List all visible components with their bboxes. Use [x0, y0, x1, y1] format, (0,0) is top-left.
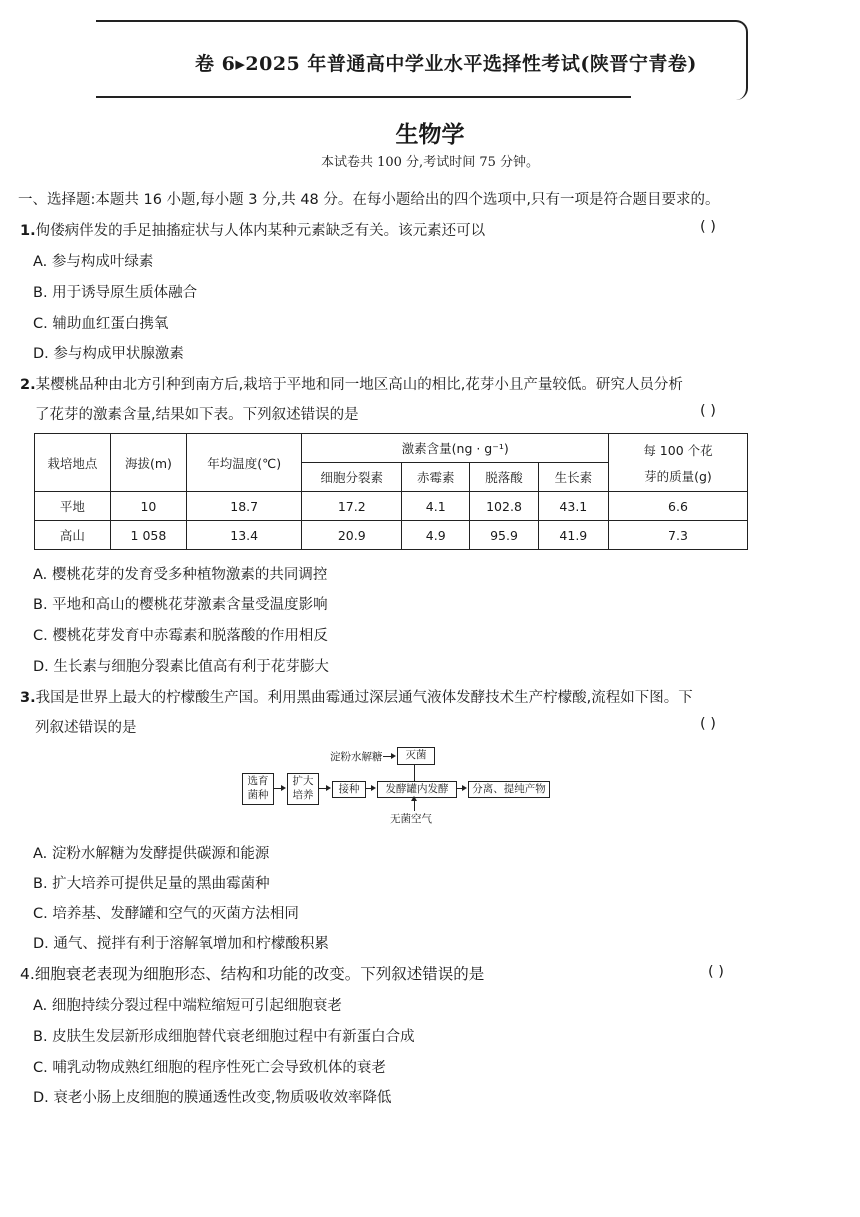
arrow-right-icon	[462, 785, 467, 791]
header-gibberellin: 赤霉素	[402, 463, 470, 492]
table-cell: 20.9	[302, 521, 402, 550]
fermenter-box: 发酵罐内发酵	[377, 781, 457, 798]
table-cell: 7.3	[608, 521, 747, 550]
header-altitude: 海拔(m)	[110, 434, 186, 492]
box-text: 培养	[292, 789, 314, 801]
header-temperature: 年均温度(℃)	[186, 434, 301, 492]
header-hormone: 激素含量(ng · g⁻¹)	[302, 434, 609, 463]
header-site: 栽培地点	[35, 434, 111, 492]
arrow-right-icon	[281, 785, 286, 791]
arrow-right-icon	[391, 753, 396, 759]
question-number: 4.	[20, 965, 35, 983]
option-a: A. 参与构成叶绿素	[33, 254, 154, 270]
question-text: 细胞衰老表现为细胞形态、结构和功能的改变。下列叙述错误的是	[34, 965, 485, 983]
header-mass-line2: 芽的质量(g)	[644, 468, 712, 484]
table-cell: 43.1	[538, 492, 608, 521]
answer-bracket: ( )	[700, 716, 716, 732]
table-cell: 1 058	[110, 521, 186, 550]
table-cell: 6.6	[608, 492, 747, 521]
starch-hydrolysate-label: 淀粉水解糖	[330, 751, 383, 763]
question-number: 2.	[20, 377, 36, 393]
table-cell: 平地	[35, 492, 111, 521]
box-text: 选育	[247, 775, 269, 787]
option-d: D. 生长素与细胞分裂素比值高有利于花芽膨大	[33, 659, 329, 675]
table-cell: 4.1	[402, 492, 470, 521]
option-d: D. 通气、搅拌有利于溶解氧增加和柠檬酸积累	[33, 936, 329, 952]
question-3-stem	[20, 686, 693, 707]
question-number: 3.	[20, 690, 36, 706]
box-text: 菌种	[247, 789, 269, 801]
question-1-stem	[20, 219, 485, 240]
box-text: 扩大	[292, 775, 314, 787]
strain-selection-box	[242, 773, 274, 805]
arrow-right-icon	[326, 785, 331, 791]
option-c: C. 哺乳动物成熟红细胞的程序性死亡会导致机体的衰老	[33, 1060, 386, 1076]
option-d: D. 参与构成甲状腺激素	[33, 346, 184, 362]
option-b: B. 平地和高山的樱桃花芽激素含量受温度影响	[33, 597, 328, 613]
option-b: B. 皮肤生发层新形成细胞替代衰老细胞过程中有新蛋白合成	[33, 1029, 415, 1045]
sterile-air-label: 无菌空气	[390, 813, 432, 825]
question-4-stem	[20, 962, 484, 984]
question-text: 某樱桃品种由北方引种到南方后,栽培于平地和同一地区高山的相比,花芽小且产量较低。研究人员分析	[35, 377, 683, 393]
question-text: 佝偻病伴发的手足抽搐症状与人体内某种元素缺乏有关。该元素还可以	[35, 223, 486, 239]
sterilize-box: 灭菌	[397, 747, 435, 765]
option-a: A. 樱桃花芽的发育受多种植物激素的共同调控	[33, 567, 328, 583]
question-2-stem	[20, 373, 683, 394]
option-b: B. 扩大培养可提供足量的黑曲霉菌种	[33, 876, 270, 892]
header-rule	[96, 96, 631, 98]
table-cell: 18.7	[186, 492, 301, 521]
option-c: C. 樱桃花芽发育中赤霉素和脱落酸的作用相反	[33, 628, 328, 644]
option-c: C. 辅助血红蛋白携氧	[33, 316, 169, 332]
answer-bracket: ( )	[700, 403, 716, 419]
exam-title: 卷 6▸2025 年普通高中学业水平选择性考试(陕晋宁青卷)	[195, 53, 697, 75]
header-mass	[608, 434, 747, 492]
option-d: D. 衰老小肠上皮细胞的膜通透性改变,物质吸收效率降低	[33, 1090, 392, 1106]
fermentation-flowchart	[240, 745, 550, 830]
option-c: C. 培养基、发酵罐和空气的灭菌方法相同	[33, 906, 299, 922]
header-cytokinin: 细胞分裂素	[302, 463, 402, 492]
table-cell: 13.4	[186, 521, 301, 550]
answer-bracket: ( )	[708, 964, 724, 980]
question-3-stem-cont: 列叙述错误的是	[35, 720, 137, 736]
separation-box: 分离、提纯产物	[468, 781, 550, 798]
table-cell: 高山	[35, 521, 111, 550]
arrow-up-icon	[411, 796, 417, 801]
table-cell: 10	[110, 492, 186, 521]
expand-culture-box	[287, 773, 319, 805]
answer-bracket: ( )	[700, 219, 716, 235]
table-cell: 41.9	[538, 521, 608, 550]
question-number: 1.	[20, 223, 36, 239]
question-2-stem-cont: 了花芽的激素含量,结果如下表。下列叙述错误的是	[35, 407, 359, 423]
arrow-right-icon	[371, 785, 376, 791]
header-abscisic-acid: 脱落酸	[470, 463, 538, 492]
subject-title: 生物学	[395, 122, 465, 148]
table-cell: 95.9	[470, 521, 538, 550]
section-heading: 一、选择题:本题共 16 小题,每小题 3 分,共 48 分。在每小题给出的四个选项中,只有一项是符合题目要求的。	[18, 192, 720, 208]
table-cell: 4.9	[402, 521, 470, 550]
option-a: A. 细胞持续分裂过程中端粒缩短可引起细胞衰老	[33, 998, 342, 1014]
table-cell: 102.8	[470, 492, 538, 521]
table-cell: 17.2	[302, 492, 402, 521]
exam-info: 本试卷共 100 分,考试时间 75 分钟。	[320, 155, 540, 170]
option-b: B. 用于诱导原生质体融合	[33, 285, 198, 301]
option-a: A. 淀粉水解糖为发酵提供碳源和能源	[33, 846, 270, 862]
header-auxin: 生长素	[538, 463, 608, 492]
question-text: 我国是世界上最大的柠檬酸生产国。利用黑曲霉通过深层通气液体发酵技术生产柠檬酸,流程如下图。下	[35, 690, 693, 706]
header-mass-line1: 每 100 个花	[643, 442, 713, 458]
inoculate-box: 接种	[332, 781, 366, 798]
hormone-table	[34, 433, 748, 550]
